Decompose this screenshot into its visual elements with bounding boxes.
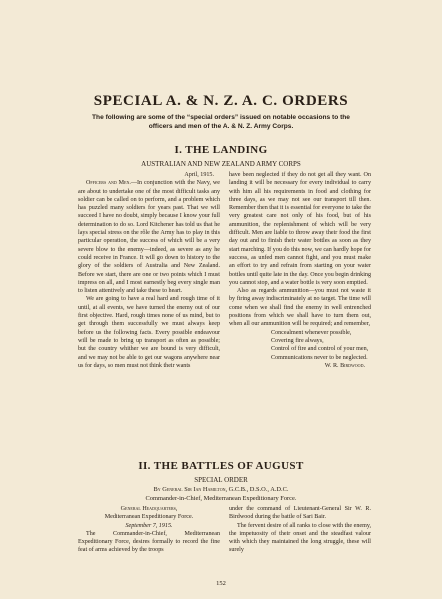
- section-1-paragraph-3: have been neglected if they do not get all they want. On landing it will be necessary for every individual to carry with him all his requirements in food and clothing for three days, as we may not see our transport till then. Remember then that it is essential for everyone to take the very greatest care not only of his food, but of his ammunition, the replenishment of which will be very difficult. Men are liable to throw away their food the first day out and to finish their water bottles as soon as they start marching. If you do this now, we can hardly hope for success, as unfed men cannot fight, and you must make an effort to try and refrain from starting on your water bottles until quite late in the day. Once you begin drinking you cannot stop, and a water bottle is very soon emptied.: [229, 172, 371, 286]
- hq-line-1: General Headquarters,: [120, 506, 178, 512]
- section-2-heading: II. THE BATTLES OF AUGUST: [138, 460, 304, 472]
- intro-text: The following are some of the “special orders” issued on notable occasions to the officers and men of the A. & N. Z. Army Corps.: [92, 114, 350, 130]
- section-1-paragraph-2: We are going to have a real hard and rough time of it until, at all events, we have turned the enemy out of our first objective. Hard, rough times none of us mind, but to get through them successfully we must always keep before us the following facts. Every possible endeavour will be made to bring up transport as often as possible; but the country whither we are bound is very difficult, and we may not be able to get our wagons anywhere near us for days, so men must not think their wants: [78, 296, 220, 369]
- section-1-subheading: AUSTRALIAN AND NEW ZEALAND ARMY CORPS: [141, 160, 301, 168]
- section-1-right-column: [229, 171, 371, 370]
- section-1-salutation: Officers and Men.: [86, 180, 131, 187]
- section-1-signature: W. R. Birdwood.: [324, 362, 365, 369]
- section-1-paragraph-1: —In conjunction with the Navy, we are about to undertake one of the most difficult tasks any soldier can be called on to perform, and a problem which has puzzled many soldiers for years past. That we will succeed I have no doubt, simply because I know your full determination to do so. Lord Kitchener has told us that he lays special stress on the rôle the Army has to play in this particular operation, the success of which will be a very severe blow to the enemy—indeed, as severe as any he could receive in France. It will go down to history to the glory of the soldiers of Australia and New Zealand. Before we start, there are one or two points which I must impress on all, and I most earnestly beg every single man to listen attentively and take these to heart.: [78, 180, 220, 295]
- section-2-paragraph-2: under the command of Lieutenant-General Sir W. R. Birdwood during the battle of Sari Bair.: [229, 506, 371, 521]
- section-2-date: September 7, 1915.: [125, 522, 173, 529]
- section-2-paragraph-1: The Commander-in-Chief, Mediterranean Expeditionary Force, desires formally to record the fine feat of arms achieved by the troops: [78, 530, 220, 554]
- section-2-by-line: By General Sir Ian Hamilton, G.C.B., D.S.O., A.D.C.: [153, 486, 289, 493]
- hq-line-2: Mediterranean Expeditionary Force.: [104, 514, 194, 521]
- section-1-left-column: [78, 171, 220, 370]
- verse-line-1: Concealment whenever possible,: [271, 329, 352, 336]
- section-2-paragraph-3: The fervent desire of all ranks to close with the enemy, the impetuosity of their onset and the steadfast valour with which they maintained the long struggle, these will surely: [229, 522, 371, 554]
- verse-line-3: Control of fire and control of your men,: [271, 346, 369, 353]
- section-1-date: April, 1915.: [184, 172, 214, 178]
- section-2-left-column: [78, 505, 220, 555]
- page-title: SPECIAL A. & N. Z. A. C. ORDERS: [93, 93, 349, 109]
- section-1-paragraph-4: Also as regards ammunition—you must not waste it by firing away indiscriminately at no target. The time will come when we shall find the enemy in well entrenched positions from which we shall have to turn them out, when all our ammunition will be required; and remember,: [229, 288, 371, 328]
- section-2-role-line: Commander-in-Chief, Mediterranean Expeditionary Force.: [145, 495, 297, 502]
- section-2-subheading: SPECIAL ORDER: [194, 476, 248, 484]
- verse-line-2: Covering fire always,: [271, 337, 324, 344]
- section-1-heading: I. THE LANDING: [174, 144, 268, 156]
- verse-line-4: Communications never to be neglected.: [271, 354, 368, 361]
- section-2-right-column: [229, 505, 371, 555]
- page-number: 152: [216, 580, 226, 587]
